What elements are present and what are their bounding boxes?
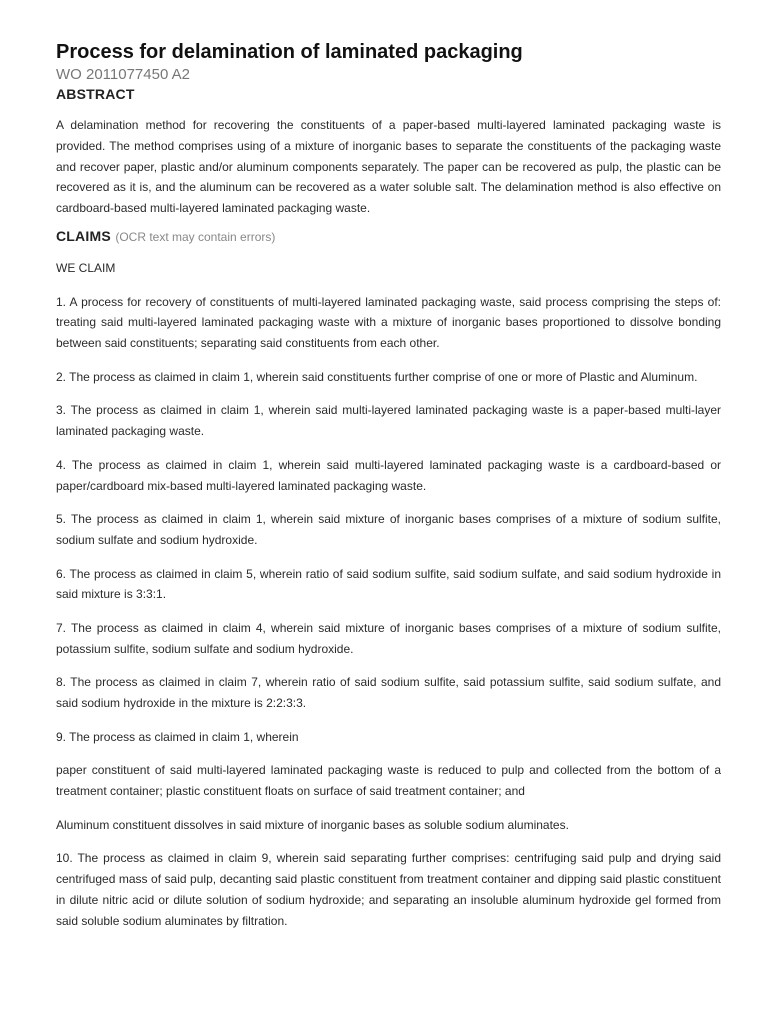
claims-list bbox=[56, 258, 721, 931]
claim-paragraph: WE CLAIM bbox=[56, 260, 116, 275]
claims-header bbox=[56, 226, 721, 248]
publication-number: WO 2011077450 A2 bbox=[56, 66, 190, 83]
patent-document bbox=[56, 38, 721, 944]
claim-paragraph: 5. The process as claimed in claim 1, wherein said mixture of inorganic bases comprises of a mixture of sodium sulfite, sodium sulfate and sodium hydroxide. bbox=[56, 512, 721, 547]
claim-paragraph: 4. The process as claimed in claim 1, wherein said multi-layered laminated packaging waste is a cardboard-based or paper/cardboard mix-based multi-layered laminated packaging waste. bbox=[56, 457, 721, 493]
ocr-note: (OCR text may contain errors) bbox=[115, 229, 276, 244]
claim-paragraph: 3. The process as claimed in claim 1, wherein said multi-layered laminated packaging waste is a paper-based multi-layer laminated packaging waste. bbox=[56, 403, 721, 439]
page-title: Process for delamination of laminated packaging bbox=[56, 41, 523, 63]
claim-paragraph: 6. The process as claimed in claim 5, wherein ratio of said sodium sulfite, said sodium sulfate, and said sodium hydroxide in said mixture is 3:3:1. bbox=[56, 566, 721, 602]
claim-paragraph: Aluminum constituent dissolves in said mixture of inorganic bases as soluble sodium aluminates. bbox=[56, 817, 569, 832]
claim-paragraph: 8. The process as claimed in claim 7, wherein ratio of said sodium sulfite, said potassium sulfite, said sodium sulfate, and said sodium hydroxide in the mixture is 2:2:3:3. bbox=[56, 675, 721, 711]
claims-heading: CLAIMS bbox=[56, 227, 111, 244]
abstract-text: A delamination method for recovering the constituents of a paper-based multi-layered laminated packaging waste is provided. The method comprises using of a mixture of inorganic bases to separate the constituents of the packaging waste and recover paper, plastic and/or aluminum components separately. The paper can be recovered as pulp, the plastic can be recovered as it is, and the aluminum can be recovered as a water soluble salt. The delamination method is also effective on cardboard-based multi-layered laminated packaging waste. bbox=[56, 118, 721, 216]
claim-paragraph: 9. The process as claimed in claim 1, wherein bbox=[56, 729, 299, 744]
claim-paragraph: 10. The process as claimed in claim 9, wherein said separating further comprises: centrifuging said pulp and drying said centrifuged mass of said pulp, decanting said plastic constituent from treatment container and dipping said plastic constituent in dilute nitric acid or dilute solution of sodium hydroxide; and separating an insoluble aluminum hydroxide gel formed from said soluble sodium aluminates by filtration. bbox=[56, 851, 721, 928]
claim-paragraph: paper constituent of said multi-layered laminated packaging waste is reduced to pulp and collected from the bottom of a treatment container; plastic constituent floats on surface of said treatment container; and bbox=[56, 763, 721, 799]
claim-paragraph: 7. The process as claimed in claim 4, wherein said mixture of inorganic bases comprises of a mixture of sodium sulfite, potassium sulfite, sodium sulfate and sodium hydroxide. bbox=[56, 620, 721, 656]
claim-paragraph: 1. A process for recovery of constituents of multi-layered laminated packaging waste, said process comprising the steps of: treating said multi-layered laminated packaging waste with a mixture of inorganic bases proportioned to dissolve bonding between said constituents; separating said constituents from each other. bbox=[56, 294, 721, 351]
abstract-heading: ABSTRACT bbox=[56, 86, 135, 102]
claim-paragraph: 2. The process as claimed in claim 1, wherein said constituents further comprise of one or more of Plastic and Aluminum. bbox=[56, 369, 698, 384]
